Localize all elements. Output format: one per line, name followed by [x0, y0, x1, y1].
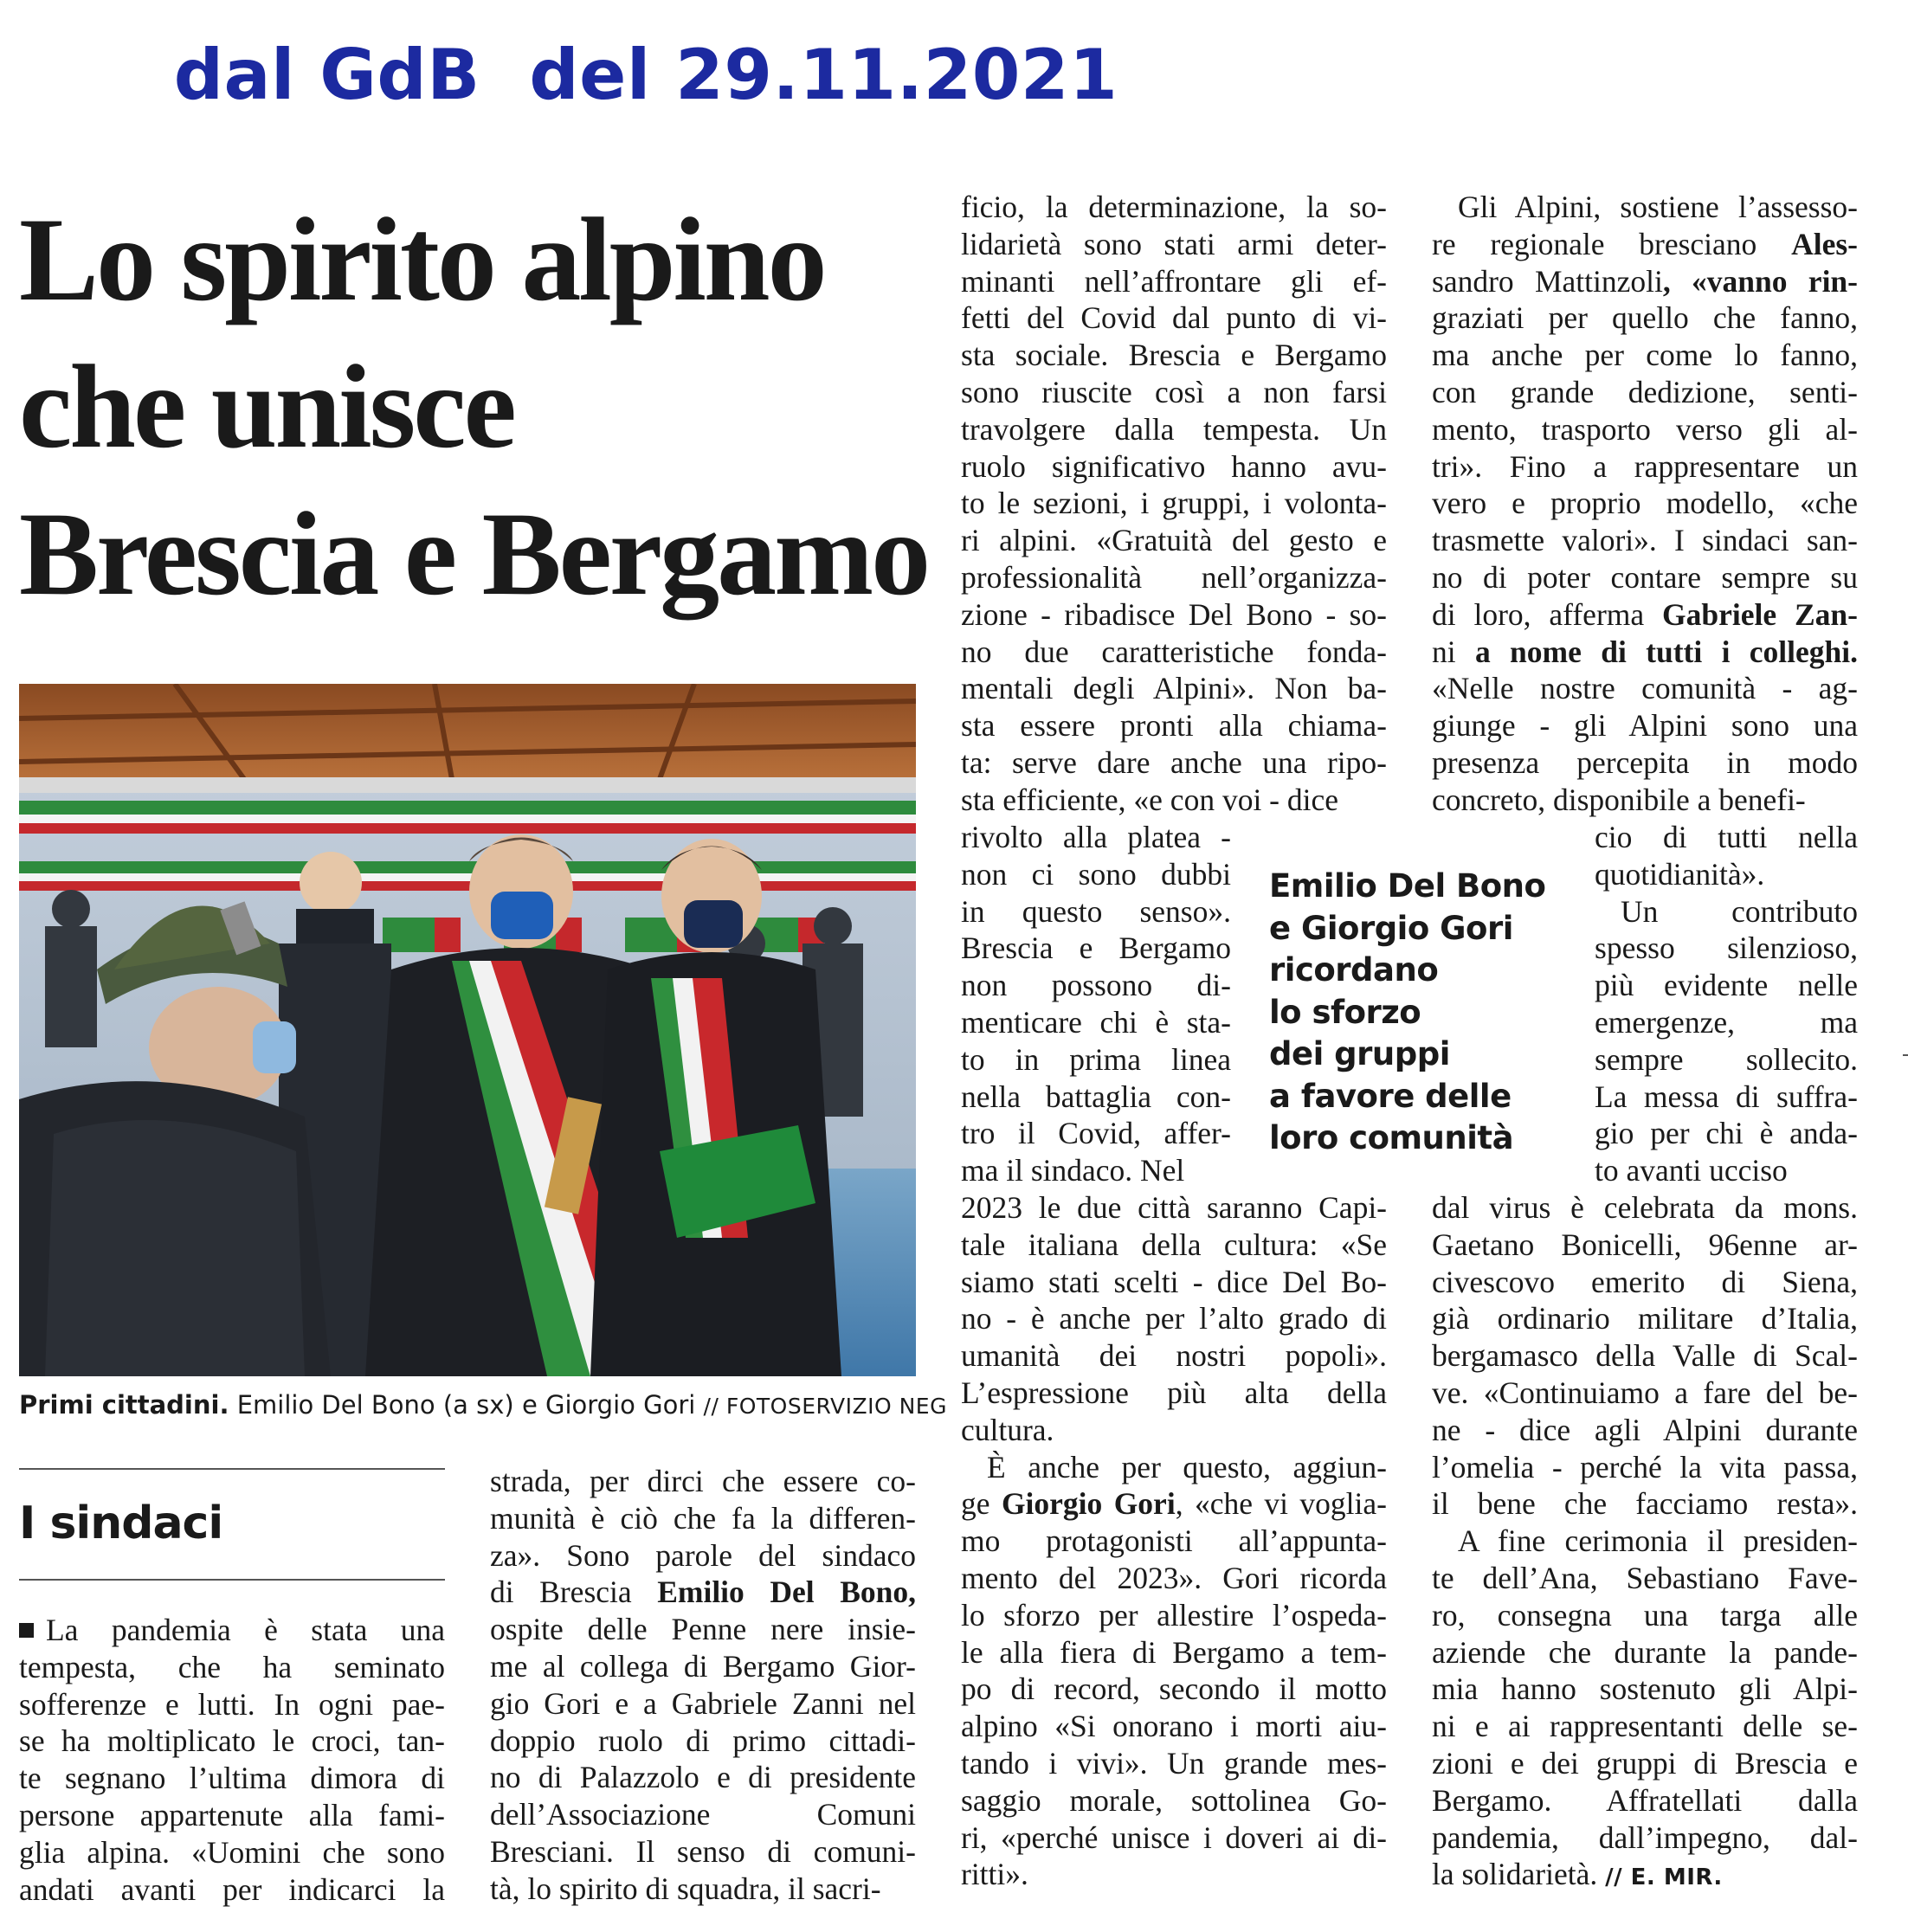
headline-line-3: Brescia e Bergamo — [19, 487, 929, 620]
text-line: rivolto alla platea - — [961, 820, 1231, 854]
text-line: cultura. — [961, 1412, 1054, 1447]
text-line: to in prima linea — [961, 1041, 1231, 1077]
text-line: ve. «Continuiamo a fare del be- — [1432, 1375, 1858, 1410]
pull-quote — [1269, 866, 1546, 1160]
text-line: le alla fiera di Bergamo a tem- — [961, 1634, 1387, 1670]
text-line: re regionale bresciano Ales- — [1432, 226, 1858, 261]
text-line: se ha moltiplicato le croci, tan- — [19, 1723, 445, 1759]
text-line: non ci sono dubbi — [961, 856, 1231, 892]
adjacent-article-rule — [1903, 1054, 1908, 1056]
text-line: L’espressione più alta della — [961, 1375, 1387, 1410]
text-line: spesso silenzioso, — [1595, 931, 1858, 966]
text-line: concreto, disponibile a benefi- — [1432, 782, 1806, 817]
text-line: mento del 2023». Gori ricorda — [961, 1560, 1387, 1595]
text-line: za». Sono parole del sindaco — [490, 1537, 916, 1573]
text-line: ri, «perché unisce i doveri ai di- — [961, 1819, 1387, 1855]
pull-quote-line: loro comunità — [1269, 1119, 1514, 1156]
caption-lead: Primi cittadini. — [19, 1390, 229, 1420]
text-line: mo protagonisti all’appunta- — [961, 1523, 1387, 1559]
text-line: sta efficiente, «e con voi - dice — [961, 782, 1339, 817]
text-line: Bresciani. Il senso di comuni- — [490, 1833, 916, 1869]
text-line: to le sezioni, i gruppi, i volonta- — [961, 486, 1387, 521]
text-line: La messa di suffra- — [1595, 1079, 1858, 1114]
author-signature: // E. MIR. — [1605, 1864, 1723, 1891]
text-line: no - è anche per l’alto grado di — [961, 1301, 1387, 1336]
text-line: già ordinario militare d’Italia, — [1432, 1301, 1858, 1336]
text-line: andati avanti per indicarci la — [19, 1871, 445, 1907]
text-line: ge Giorgio Gori, «che vi voglia- — [961, 1486, 1387, 1522]
text-line: quotidianità». — [1595, 856, 1765, 892]
text-line: professionalità nell’organizza- — [961, 559, 1387, 595]
text-line: ficio, la determinazione, la so- — [961, 190, 1387, 224]
text-line: mia hanno sostenuto gli Alpi- — [1432, 1671, 1858, 1707]
text-line: Bergamo. Affratellati dalla — [1432, 1782, 1858, 1818]
text-line: fetti del Covid dal punto di vi- — [961, 300, 1387, 336]
column-4-upper — [1432, 189, 1858, 819]
person-name: Gabriele Zan- — [1662, 596, 1858, 632]
text-line: A fine cerimonia il presiden- — [1458, 1523, 1858, 1559]
text-line: la solidarietà. // E. MIR. — [1432, 1857, 1723, 1892]
text-line: persone appartenute alla fami- — [19, 1797, 445, 1832]
pull-quote-line: lo sforzo — [1269, 993, 1421, 1031]
text-line: minanti nell’affrontare gli ef- — [961, 263, 1387, 299]
text-line: sofferenze e lutti. In ogni pae- — [19, 1686, 445, 1722]
text-line: lidarietà sono stati armi deter- — [961, 226, 1387, 261]
text-line: te segnano l’ultima dimora di — [19, 1761, 445, 1796]
person-name: Giorgio Gori — [1001, 1486, 1176, 1522]
text-line: zione - ribadisce Del Bono - so- — [961, 596, 1387, 632]
section-title: I sindaci — [19, 1497, 223, 1549]
text-line: Gli Alpini, sostiene l’assesso- — [1458, 190, 1858, 224]
person-name: , «vanno rin- — [1662, 263, 1858, 299]
text-line: doppio ruolo di primo cittadi- — [490, 1723, 916, 1758]
text-line: sta essere pronti alla chiama- — [961, 708, 1387, 744]
text-line: no di Palazzolo e di presidente — [490, 1760, 916, 1795]
article-photo — [19, 684, 916, 1376]
text-line: tro il Covid, affer- — [961, 1116, 1231, 1151]
text-line: glia alpina. «Uomini che sono — [19, 1834, 445, 1870]
column-3-narrow — [961, 819, 1231, 1189]
text-line: civescovo emerito di Siena, — [1432, 1264, 1858, 1299]
text-line: 2023 le due città saranno Capi- — [961, 1190, 1387, 1225]
column-2-lower — [490, 1463, 916, 1908]
text-line: alpino «Si onorano i morti aiu- — [961, 1709, 1387, 1744]
text-line: zioni e dei gruppi di Brescia e — [1432, 1745, 1858, 1781]
text-line: presenza percepita in modo — [1432, 744, 1858, 780]
section-rule-bottom — [19, 1579, 445, 1581]
text-line: graziati per quello che fanno, — [1432, 300, 1858, 336]
text-line: giunge - gli Alpini sono una — [1432, 708, 1858, 744]
caption-text: Emilio Del Bono (a sx) e Giorgio Gori — [229, 1390, 704, 1420]
column-1 — [19, 1612, 445, 1908]
text-line: ma il sindaco. Nel — [961, 1153, 1185, 1188]
photo-caption — [19, 1390, 947, 1420]
text-line: La pandemia è stata una — [19, 1612, 445, 1649]
text-line: gio Gori e a Gabriele Zanni nel — [490, 1685, 916, 1721]
text-line: Un contributo — [1621, 893, 1858, 929]
source-banner: dal GdB del 29.11.2021 — [173, 35, 1118, 115]
text-line: tri». Fino a rappresentare un — [1432, 448, 1858, 484]
headline — [19, 186, 937, 628]
text-line: pandemia, dall’impegno, dal- — [1432, 1819, 1858, 1855]
pull-quote-line: a favore delle — [1269, 1077, 1512, 1115]
pull-quote-line: Emilio Del Bono — [1269, 867, 1546, 905]
text-line: in questo senso». — [961, 893, 1231, 929]
caption-credit: // FOTOSERVIZIO NEG — [703, 1394, 947, 1419]
adjacent-article-edge — [1903, 138, 1908, 1177]
text-line: munità è ciò che fa la differen- — [490, 1500, 916, 1536]
person-name: a nome di tutti i colleghi. — [1455, 634, 1858, 669]
text-line: siamo stati scelti - dice Del Bo- — [961, 1264, 1387, 1299]
text-line: sono riuscite così a non farsi — [961, 374, 1387, 409]
text-line: strada, per dirci che essere co- — [490, 1464, 916, 1498]
text-line: mento, trasporto verso gli al- — [1432, 411, 1858, 447]
text-line: sempre sollecito. — [1595, 1041, 1858, 1077]
text-line: gio per chi è anda- — [1595, 1116, 1858, 1151]
text-line: di Brescia Emilio Del Bono, — [490, 1575, 916, 1610]
headline-line-1: Lo spirito alpino — [19, 193, 825, 325]
text-line: emergenze, ma — [1595, 1004, 1858, 1040]
text-line: tempesta, che ha seminato — [19, 1649, 445, 1684]
text-line: me al collega di Bergamo Gior- — [490, 1648, 916, 1684]
text-line: ruolo significativo hanno avu- — [961, 448, 1387, 484]
person-name: Emilio Del Bono, — [657, 1575, 916, 1610]
text-line: Brescia e Bergamo — [961, 931, 1231, 966]
pull-quote-line: ricordano — [1269, 951, 1439, 989]
column-4-lower — [1432, 1189, 1858, 1897]
text-line: ta: serve dare anche una ripo- — [961, 744, 1387, 780]
text-line: vero e proprio modello, «che — [1432, 486, 1858, 521]
text-line: tà, lo spirito di squadra, il sacri- — [490, 1871, 881, 1906]
text-line: l’omelia - perché la vita passa, — [1432, 1449, 1858, 1484]
column-3-upper — [961, 189, 1387, 819]
text-line: saggio morale, sottolinea Go- — [961, 1782, 1387, 1818]
text-line: trasmette valori». I sindaci san- — [1432, 523, 1858, 558]
column-3-lower — [961, 1189, 1387, 1893]
text-line: te dell’Ana, Sebastiano Fave- — [1432, 1560, 1858, 1595]
text-line: non possono di- — [961, 968, 1231, 1003]
text-line: ni a nome di tutti i colleghi. — [1432, 634, 1858, 669]
text-line: ritti». — [961, 1857, 1028, 1892]
text-line: È anche per questo, aggiun- — [987, 1449, 1387, 1484]
text-line: ne - dice agli Alpini durante — [1432, 1412, 1858, 1447]
text-line: umanità dei nostri popoli». — [961, 1338, 1387, 1374]
text-line: aziende che durante la pande- — [1432, 1634, 1858, 1670]
text-line: travolgere dalla tempesta. Un — [961, 411, 1387, 447]
text-line: sta sociale. Brescia e Bergamo — [961, 338, 1387, 373]
text-line: di loro, afferma Gabriele Zan- — [1432, 596, 1858, 632]
section-rule-top — [19, 1468, 445, 1470]
text-line: sandro Mattinzoli, «vanno rin- — [1432, 263, 1858, 299]
text-line: no due caratteristiche fonda- — [961, 634, 1387, 669]
text-line: ri alpini. «Gratuità del gesto e — [961, 523, 1387, 558]
text-line: po di record, secondo il motto — [961, 1671, 1387, 1707]
text-line: tale italiana della cultura: «Se — [961, 1227, 1387, 1262]
text-line: to avanti ucciso — [1595, 1153, 1788, 1188]
pull-quote-line: e Giorgio Gori — [1269, 909, 1513, 947]
photo-illustration — [19, 684, 916, 1376]
text-line: ma anche per come lo fanno, — [1432, 338, 1858, 373]
text-line: no di poter contare sempre su — [1432, 559, 1858, 595]
text-line: ni e ai rappresentanti delle se- — [1432, 1709, 1858, 1744]
text-line: mentali degli Alpini». Non ba- — [961, 671, 1387, 706]
text-line: Gaetano Bonicelli, 96enne ar- — [1432, 1227, 1858, 1262]
text-line: cio di tutti nella — [1595, 820, 1858, 854]
column-4-narrow — [1595, 819, 1858, 1189]
text-line: più evidente nelle — [1595, 968, 1858, 1003]
text-line: con grande dedizione, senti- — [1432, 374, 1858, 409]
text-line: dal virus è celebrata da mons. — [1432, 1190, 1858, 1225]
text-line: dell’Associazione Comuni — [490, 1797, 916, 1832]
text-line: menticare chi è sta- — [961, 1004, 1231, 1040]
text-line: ospite delle Penne nere insie- — [490, 1612, 916, 1647]
pull-quote-line: dei gruppi — [1269, 1035, 1450, 1072]
text-line: nella battaglia con- — [961, 1079, 1231, 1114]
text-line: bergamasco della Valle di Scal- — [1432, 1338, 1858, 1374]
text-line: lo sforzo per allestire l’ospeda- — [961, 1597, 1387, 1633]
text-line: il bene che facciamo resta». — [1432, 1486, 1858, 1522]
bullet-square-icon — [19, 1623, 34, 1638]
person-name: Ales- — [1791, 226, 1858, 261]
text-line: tando i vivi». Un grande mes- — [961, 1745, 1387, 1781]
headline-line-2: che unisce — [19, 340, 514, 473]
text-line: ro, consegna una targa alle — [1432, 1597, 1858, 1633]
text-line: «Nelle nostre comunità - ag- — [1432, 671, 1858, 706]
